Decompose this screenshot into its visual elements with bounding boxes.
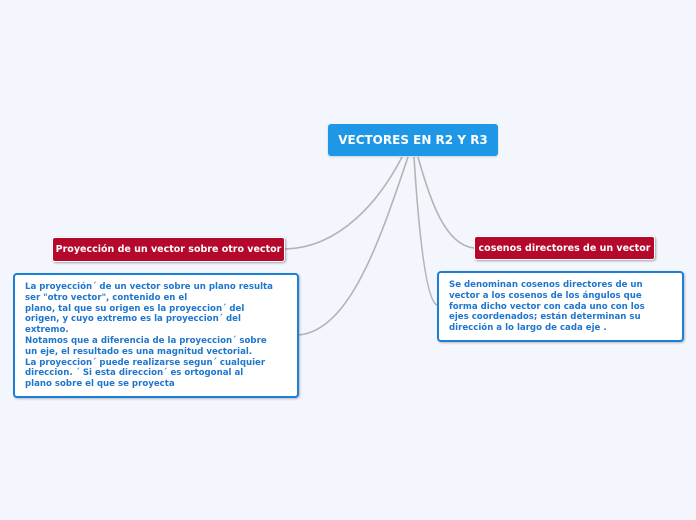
note-line: ejes coordenados; están determinan su (449, 312, 641, 323)
note-line: extremo. (25, 325, 69, 336)
note-line: ser "otro vector", contenido en el (25, 292, 188, 303)
topic-proyeccion[interactable] (52, 237, 285, 262)
note-line: La proyeccion´ puede realizarse segun´ cualquier (25, 357, 266, 368)
note-line: origen, y cuyo extremo es la proyeccion´ del (25, 314, 241, 325)
connector-root-to-left-note (299, 157, 408, 335)
note-line: forma dicho vector con cada uno con los (449, 301, 645, 312)
note-proyeccion[interactable] (13, 273, 299, 398)
topic-cosenos-directores-label: cosenos directores de un vector (478, 242, 651, 254)
note-line: Notamos que a diferencia de la proyeccion´ sobre (25, 335, 267, 346)
note-line: plano sobre el que se proyecta (25, 379, 175, 390)
connector-root-to-right-note (414, 157, 437, 305)
root-topic-label: VECTORES EN R2 Y R3 (338, 133, 488, 147)
note-line: un eje, el resultado es una magnitud vectorial. (25, 346, 253, 357)
connector-root-to-left-topic (285, 157, 402, 249)
note-line: La proyección´ de un vector sobre un plano resulta (25, 282, 273, 292)
connector-root-to-right-topic (418, 157, 474, 248)
note-line: plano, tal que su origen es la proyeccion´ del (25, 303, 245, 314)
note-line: direccion. ´ Si esta direccion´ es ortogonal al (25, 368, 244, 379)
note-line: dirección a lo largo de cada eje . (449, 323, 607, 334)
root-topic[interactable] (328, 124, 498, 156)
note-line: vector a los cosenos de los ángulos que (449, 290, 642, 301)
topic-cosenos-directores[interactable] (474, 236, 655, 260)
topic-proyeccion-label: Proyección de un vector sobre otro vector (55, 244, 282, 255)
note-line: Se denominan cosenos directores de un (449, 280, 643, 290)
note-cosenos-directores[interactable] (437, 271, 684, 342)
